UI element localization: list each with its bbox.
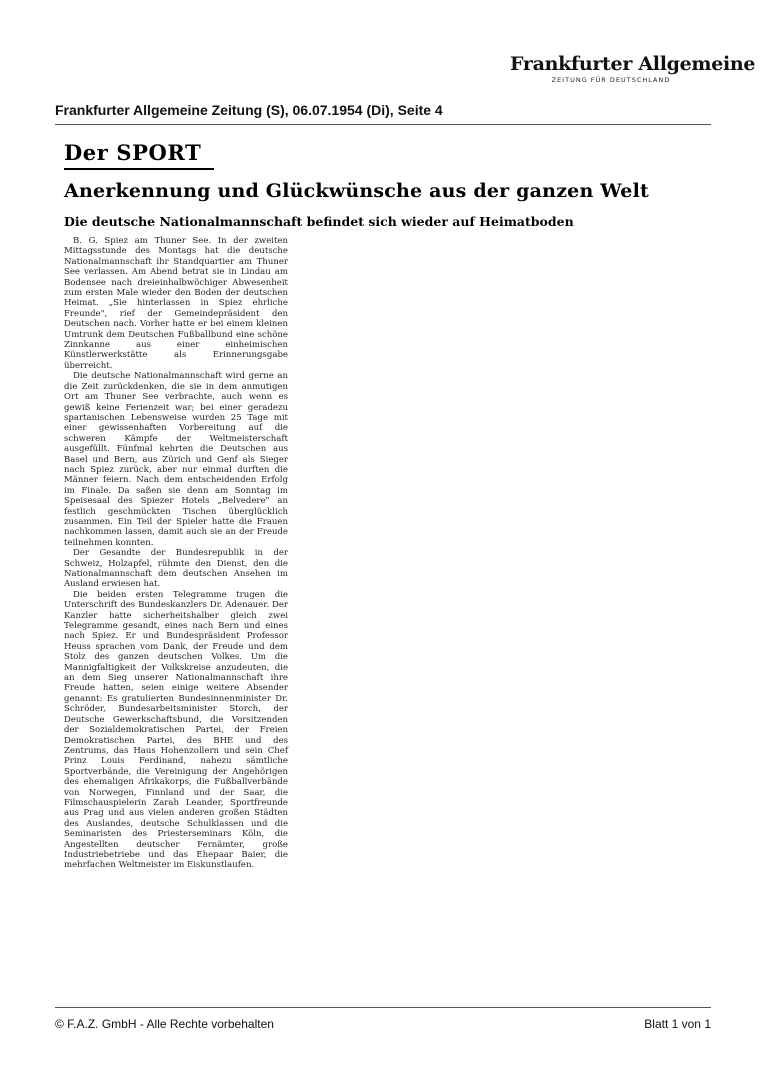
article-paragraph: Die deutsche Nationalmannschaft wird gerne an die Zeit zurückdenken, die sie in dem anmutigen Ort am Thuner See verbrachte, auch wenn es gewiß keine Ferienzeit war; bei einer geradezu spartanischen Lebensweise wurden 25 Tage mit einer gewissenhaften Vorbereitung auf die schweren Kämpfe der Weltmeisterschaft ausgefüllt. Fünfmal kehrten die Deutschen aus Basel und Bern, aus Zürich und Genf als Sieger nach Spiez zurück, aber nur einmal durften die Männer feiern. Nach dem entscheidenden Erfolg im Finale. Da saßen sie denn am Sonntag im Speisesaal des Spiezer Hotels „Belvedere" an festlich geschmückten Tischen überglücklich zusammen. Ein Teil der Spieler hatte die Frauen nachkommen lassen, damit auch sie an der Freude teilnehmen konnten. [64, 371, 288, 548]
article-paragraph: Der Gesandte der Bundesrepublik in der Schweiz, Holzapfel, rühmte den Dienst, den die Nationalmannschaft dem deutschen Ansehen im Ausland erwiesen hat. [64, 548, 288, 590]
article-paragraph: Die beiden ersten Telegramme trugen die Unterschrift des Bundeskanzlers Dr. Adenauer. Der Kanzler hatte sicherheitshalber gleich zwei Telegramme gesandt, eines nach Bern und eines nach Spiez. Er und Bundespräsident Professor Heuss sprachen vom Dank, der Freude und dem Stolz des ganzen deutschen Volkes. Um die Mannigfaltigkeit der Volkskreise anzudeuten, die an dem Sieg unserer Nationalmannschaft ihre Freude hatten, seien einige weitere Absender genannt: Es gratulierten Bundesinnenminister Dr. Schröder, Bundesarbeitsminister Storch, der Deutsche Gewerkschaftsbund, die Vorsitzenden der Sozialdemokratischen Partei, der Freien Demokratischen Partei, des BHE und des Zentrums, das Haus Hohenzollern und sein Chef Prinz Louis Ferdinand, nahezu sämtliche Sportverbände, die Vereinigung der Angehörigen des ehemaligen Afrikakorps, die Fußballverbände von Norwegen, Finnland und der Saar, die Filmschauspielerin Zarah Leander, Sportfreunde aus Prag und aus vielen anderen großen Städten des Auslandes, deutsche Schulklassen und die Seminaristen des Priesterseminars Köln, die Angestellten deutscher Fernämter, große Industriebetriebe und das Ehepaar Baier, die mehrfachen Weltmeister im Eiskunstlaufen. [64, 589, 288, 871]
copyright-notice: © F.A.Z. GmbH - Alle Rechte vorbehalten [55, 1017, 274, 1031]
article-body [64, 236, 288, 871]
article-paragraph: B. G. Spiez am Thuner See. In der zweiten Mittagsstunde des Montags hat die deutsche Nationalmannschaft ihr Standquartier am Thuner See verlassen. Am Abend betrat sie in Lindau am Bodensee nach dreieinhalbwöchiger Abwesenheit zum ersten Male wieder den Boden der deutschen Heimat. „Sie hinterlassen in Spiez ehrliche Freunde", rief der Gemeindepräsident den Deutschen nach. Vorher hatte er bei einem kleinen Umtrunk dem Deutschen Fußballbund eine schöne Zinnkanne aus einer einheimischen Künstlerwerkstätte als Erinnerungsgabe überreicht. [64, 236, 288, 371]
header-divider [55, 124, 711, 125]
footer-divider [55, 1007, 711, 1008]
logo-tagline: ZEITUNG FÜR DEUTSCHLAND [551, 76, 671, 84]
source-line: Frankfurter Allgemeine Zeitung (S), 06.07.1954 (Di), Seite 4 [55, 102, 443, 118]
article-subheadline: Die deutsche Nationalmannschaft befindet sich wieder auf Heimatboden [64, 214, 574, 229]
logo-name: Frankfurter Allgemeine [510, 53, 756, 75]
article-headline: Anerkennung und Glückwünsche aus der ganzen Welt [64, 180, 649, 202]
newspaper-logo [510, 53, 756, 84]
section-title: Der SPORT [64, 140, 202, 165]
page-indicator: Blatt 1 von 1 [644, 1017, 711, 1031]
section-underline [64, 168, 214, 170]
